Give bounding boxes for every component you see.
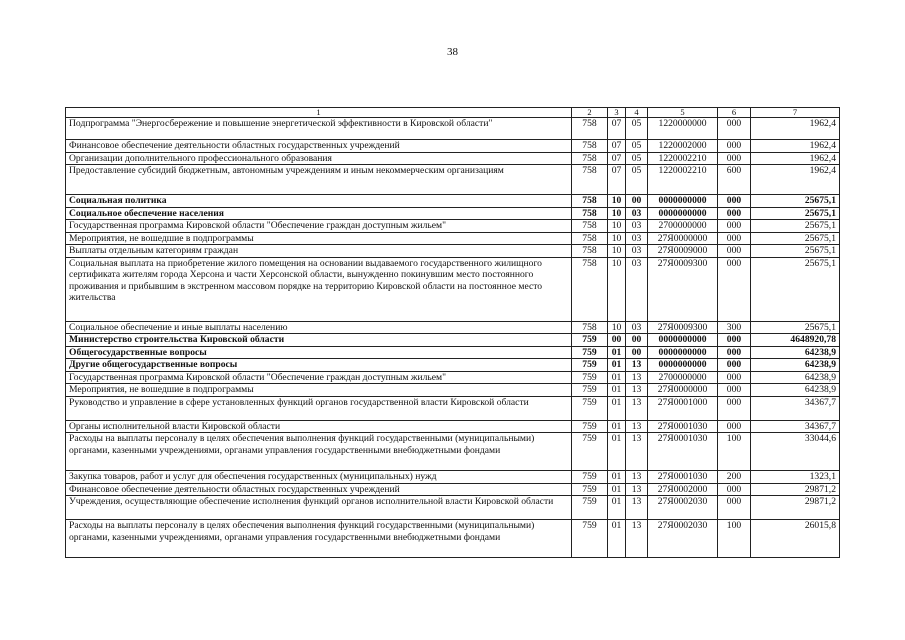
cell-target-article: 27Я0009300 [648,321,718,334]
cell-section-code: 01 [608,371,626,384]
cell-ved-code: 758 [572,321,608,334]
cell-name: Общегосударственные вопросы [66,346,572,359]
cell-ved-code: 759 [572,520,608,558]
cell-subsection-code: 13 [626,471,648,484]
cell-subsection-code: 05 [626,140,648,153]
cell-name: Социальная политика [66,195,572,208]
cell-target-article: 27Я0009300 [648,257,718,321]
cell-section-code: 10 [608,207,626,220]
cell-ved-code: 758 [572,118,608,140]
cell-target-article: 2700000000 [648,220,718,233]
table-row [66,520,840,558]
cell-section-code: 01 [608,346,626,359]
cell-ved-code: 759 [572,346,608,359]
cell-expense-type: 000 [718,359,751,372]
cell-subsection-code: 03 [626,207,648,220]
table-row [66,384,840,397]
cell-amount: 25675,1 [751,195,840,208]
cell-subsection-code: 13 [626,433,648,471]
cell-expense-type: 000 [718,496,751,520]
table-row [66,152,840,165]
cell-target-article: 27Я0000000 [648,232,718,245]
table-header-row [66,108,840,118]
cell-expense-type: 300 [718,321,751,334]
table-row [66,471,840,484]
cell-amount: 25675,1 [751,220,840,233]
table-row [66,232,840,245]
cell-name: Закупка товаров, работ и услуг для обеспечения государственных (муниципальных) нужд [66,471,572,484]
cell-name: Государственная программа Кировской области "Обеспечение граждан доступным жильем" [66,371,572,384]
cell-name: Организации дополнительного профессионального образования [66,152,572,165]
cell-section-code: 10 [608,321,626,334]
cell-ved-code: 759 [572,483,608,496]
header-cell: 6 [718,108,751,118]
cell-subsection-code: 00 [626,195,648,208]
header-cell: 1 [66,108,572,118]
cell-target-article: 0000000000 [648,359,718,372]
cell-name: Социальное обеспечение населения [66,207,572,220]
cell-amount: 64238,9 [751,371,840,384]
header-cell: 7 [751,108,840,118]
cell-amount: 1962,4 [751,152,840,165]
cell-expense-type: 600 [718,165,751,195]
cell-target-article: 27Я0001000 [648,396,718,420]
table-row [66,245,840,258]
cell-name: Мероприятия, не вошедшие в подпрограммы [66,384,572,397]
cell-expense-type: 200 [718,471,751,484]
cell-amount: 25675,1 [751,257,840,321]
cell-amount: 29871,2 [751,483,840,496]
cell-section-code: 10 [608,257,626,321]
cell-ved-code: 759 [572,496,608,520]
cell-expense-type: 100 [718,520,751,558]
cell-section-code: 01 [608,471,626,484]
cell-section-code: 07 [608,118,626,140]
cell-name: Предоставление субсидий бюджетным, автономным учреждениям и иным некоммерческим организациям [66,165,572,195]
cell-expense-type: 000 [718,396,751,420]
cell-section-code: 01 [608,483,626,496]
cell-name: Подпрограмма "Энергосбережение и повышение энергетической эффективности в Кировской области" [66,118,572,140]
cell-ved-code: 758 [572,220,608,233]
cell-amount: 26015,8 [751,520,840,558]
table-row [66,118,840,140]
table-row [66,433,840,471]
cell-target-article: 0000000000 [648,207,718,220]
cell-section-code: 07 [608,140,626,153]
cell-target-article: 1220002210 [648,152,718,165]
cell-name: Финансовое обеспечение деятельности областных государственных учреждений [66,140,572,153]
cell-target-article: 27Я0001030 [648,420,718,433]
cell-ved-code: 758 [572,232,608,245]
cell-ved-code: 758 [572,257,608,321]
cell-name: Министерство строительства Кировской области [66,334,572,347]
cell-amount: 1962,4 [751,165,840,195]
cell-ved-code: 759 [572,334,608,347]
cell-name: Финансовое обеспечение деятельности областных государственных учреждений [66,483,572,496]
cell-ved-code: 758 [572,165,608,195]
table-row [66,420,840,433]
page-number: 38 [447,46,458,58]
cell-target-article: 0000000000 [648,195,718,208]
cell-subsection-code: 05 [626,165,648,195]
cell-expense-type: 000 [718,118,751,140]
cell-subsection-code: 03 [626,245,648,258]
cell-amount: 64238,9 [751,359,840,372]
cell-expense-type: 000 [718,483,751,496]
cell-amount: 33044,6 [751,433,840,471]
cell-amount: 25675,1 [751,207,840,220]
cell-name: Расходы на выплаты персоналу в целях обеспечения выполнения функций государственными (муниципальными) органами, казенными учреждениями, органами управления государственными внебюджетными фондами [66,520,572,558]
cell-subsection-code: 13 [626,371,648,384]
cell-name: Органы исполнительной власти Кировской области [66,420,572,433]
cell-section-code: 10 [608,232,626,245]
table-row [66,257,840,321]
cell-amount: 4648920,78 [751,334,840,347]
cell-expense-type: 000 [718,245,751,258]
cell-expense-type: 000 [718,420,751,433]
cell-section-code: 00 [608,334,626,347]
cell-target-article: 27Я0009000 [648,245,718,258]
cell-target-article: 27Я0001030 [648,433,718,471]
cell-expense-type: 000 [718,220,751,233]
cell-amount: 34367,7 [751,420,840,433]
cell-amount: 1962,4 [751,118,840,140]
cell-target-article: 0000000000 [648,334,718,347]
cell-name: Выплаты отдельным категориям граждан [66,245,572,258]
cell-expense-type: 000 [718,207,751,220]
cell-section-code: 10 [608,245,626,258]
cell-section-code: 10 [608,195,626,208]
cell-name: Расходы на выплаты персоналу в целях обеспечения выполнения функций государственными (муниципальными) органами, казенными учреждениями, органами управления государственными внебюджетными фондами [66,433,572,471]
cell-section-code: 01 [608,359,626,372]
table-row [66,165,840,195]
cell-subsection-code: 00 [626,346,648,359]
cell-amount: 25675,1 [751,232,840,245]
cell-expense-type: 000 [718,232,751,245]
header-cell: 2 [572,108,608,118]
cell-amount: 64238,9 [751,384,840,397]
cell-subsection-code: 03 [626,321,648,334]
cell-section-code: 01 [608,384,626,397]
cell-expense-type: 000 [718,152,751,165]
table-row [66,483,840,496]
cell-target-article: 27Я0001030 [648,471,718,484]
cell-ved-code: 759 [572,371,608,384]
cell-ved-code: 759 [572,420,608,433]
table-row [66,396,840,420]
header-cell: 3 [608,108,626,118]
cell-subsection-code: 03 [626,220,648,233]
cell-ved-code: 759 [572,359,608,372]
cell-name: Мероприятия, не вошедшие в подпрограммы [66,232,572,245]
cell-section-code: 01 [608,496,626,520]
cell-target-article: 0000000000 [648,346,718,359]
cell-subsection-code: 05 [626,118,648,140]
table-row [66,334,840,347]
cell-amount: 25675,1 [751,321,840,334]
cell-ved-code: 758 [572,245,608,258]
cell-expense-type: 100 [718,433,751,471]
cell-subsection-code: 13 [626,420,648,433]
cell-amount: 34367,7 [751,396,840,420]
cell-subsection-code: 00 [626,334,648,347]
table-row [66,321,840,334]
cell-target-article: 2700000000 [648,371,718,384]
cell-expense-type: 000 [718,140,751,153]
cell-expense-type: 000 [718,346,751,359]
cell-subsection-code: 03 [626,232,648,245]
budget-table [65,107,840,558]
cell-target-article: 27Я0002000 [648,483,718,496]
header-cell: 4 [626,108,648,118]
cell-section-code: 01 [608,520,626,558]
table-row [66,140,840,153]
cell-target-article: 27Я0002030 [648,496,718,520]
cell-name: Социальная выплата на приобретение жилого помещения на основании выдаваемого государственного жилищного сертификата жителям города Херсона и части Херсонской области, вынужденно покинувшим место постоянного проживания и прибывшим в экстренном массовом порядке на территорию Кировской области на постоянное место жительства [66,257,572,321]
cell-subsection-code: 13 [626,359,648,372]
cell-ved-code: 759 [572,433,608,471]
cell-target-article: 1220002210 [648,165,718,195]
cell-amount: 1962,4 [751,140,840,153]
cell-section-code: 10 [608,220,626,233]
table-row [66,220,840,233]
cell-subsection-code: 05 [626,152,648,165]
cell-name: Другие общегосударственные вопросы [66,359,572,372]
cell-ved-code: 759 [572,471,608,484]
cell-amount: 25675,1 [751,245,840,258]
cell-target-article: 1220002000 [648,140,718,153]
cell-ved-code: 758 [572,207,608,220]
cell-subsection-code: 13 [626,496,648,520]
cell-target-article: 1220000000 [648,118,718,140]
cell-section-code: 01 [608,396,626,420]
cell-amount: 64238,9 [751,346,840,359]
cell-name: Учреждения, осуществляющие обеспечение исполнения функций органов исполнительной власти Кировской области [66,496,572,520]
cell-expense-type: 000 [718,195,751,208]
cell-subsection-code: 13 [626,520,648,558]
cell-section-code: 07 [608,152,626,165]
header-cell: 5 [648,108,718,118]
cell-ved-code: 759 [572,396,608,420]
cell-amount: 29871,2 [751,496,840,520]
cell-expense-type: 000 [718,257,751,321]
cell-section-code: 01 [608,420,626,433]
cell-subsection-code: 13 [626,384,648,397]
table-row [66,496,840,520]
cell-amount: 1323,1 [751,471,840,484]
cell-subsection-code: 03 [626,257,648,321]
table-row [66,371,840,384]
cell-subsection-code: 13 [626,396,648,420]
table-row [66,346,840,359]
cell-subsection-code: 13 [626,483,648,496]
cell-name: Руководство и управление в сфере установленных функций органов государственной власти Кировской области [66,396,572,420]
table-row [66,195,840,208]
cell-ved-code: 758 [572,195,608,208]
cell-ved-code: 758 [572,152,608,165]
cell-target-article: 27Я0000000 [648,384,718,397]
cell-target-article: 27Я0002030 [648,520,718,558]
cell-expense-type: 000 [718,384,751,397]
cell-name: Государственная программа Кировской области "Обеспечение граждан доступным жильем" [66,220,572,233]
cell-section-code: 01 [608,433,626,471]
table-row [66,207,840,220]
cell-expense-type: 000 [718,334,751,347]
cell-section-code: 07 [608,165,626,195]
cell-expense-type: 000 [718,371,751,384]
cell-ved-code: 759 [572,384,608,397]
cell-ved-code: 758 [572,140,608,153]
table-row [66,359,840,372]
cell-name: Социальное обеспечение и иные выплаты населению [66,321,572,334]
